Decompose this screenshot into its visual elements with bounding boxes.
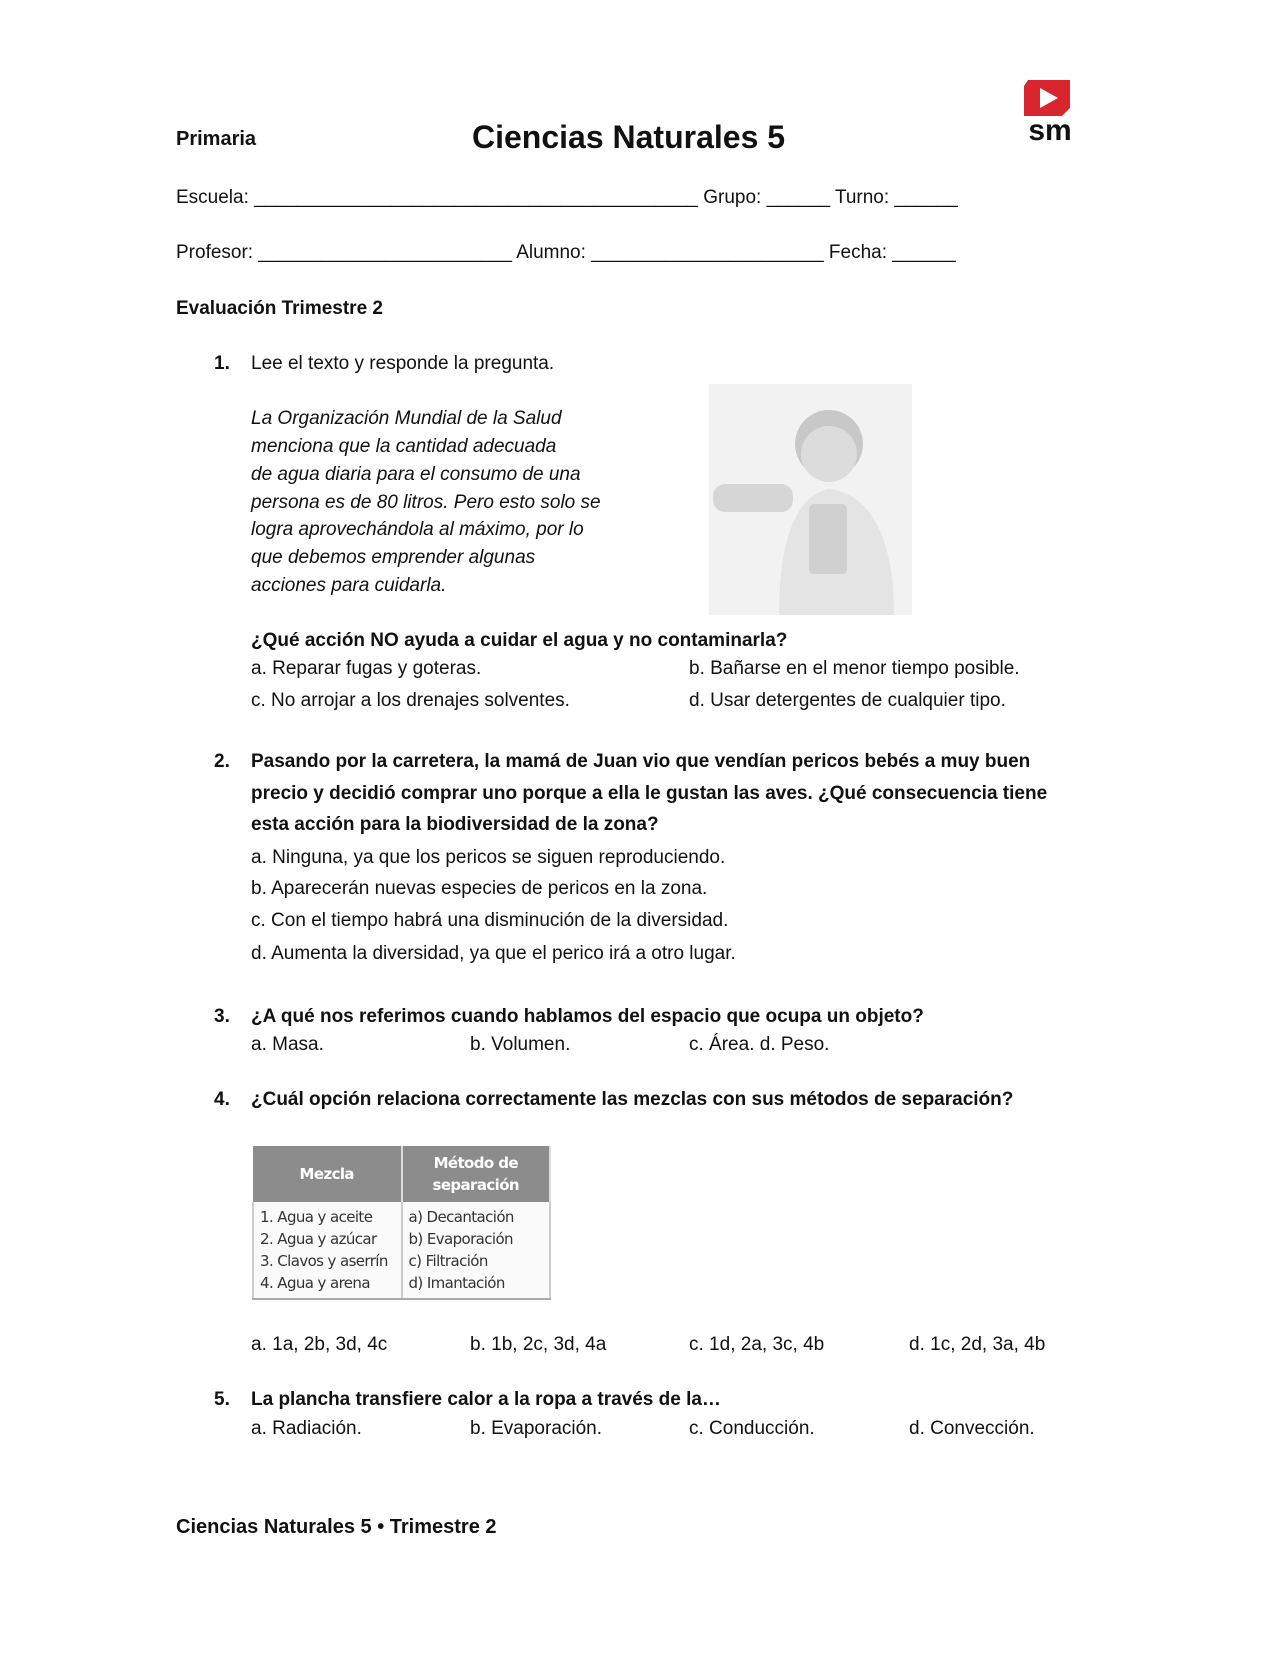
q1-option-c[interactable]: c. No arrojar a los drenajes solventes. <box>251 690 570 711</box>
q4-option-b[interactable]: b. 1b, 2c, 3d, 4a <box>470 1334 607 1355</box>
q2-option-a[interactable]: a. Ninguna, ya que los pericos se siguen reproduciendo. <box>251 847 726 868</box>
q5-option-d[interactable]: d. Convección. <box>909 1418 1035 1439</box>
header-metodo: Método de separación <box>402 1146 551 1202</box>
metodo-item: c) Filtración <box>408 1252 488 1270</box>
mezcla-item: 3. Clavos y aserrín <box>260 1252 388 1270</box>
q4-prompt: ¿Cuál opción relaciona correctamente las mezclas con sus métodos de separación? <box>251 1089 1014 1110</box>
metodo-item: d) Imantación <box>408 1274 505 1292</box>
page-footer: Ciencias Naturales 5 • Trimestre 2 <box>176 1516 497 1538</box>
mezclas-cell <box>253 1202 402 1299</box>
passage-line: de agua diaria para el consumo de una <box>251 464 581 485</box>
q4-option-d[interactable]: d. 1c, 2d, 3a, 4b <box>909 1334 1046 1355</box>
level-label: Primaria <box>176 128 257 150</box>
q4-option-a[interactable]: a. 1a, 2b, 3d, 4c <box>251 1334 388 1355</box>
q4-number: 4. <box>214 1089 230 1110</box>
mezcla-item: 1. Agua y aceite <box>260 1208 373 1226</box>
q2-option-b[interactable]: b. Aparecerán nuevas especies de pericos en la zona. <box>251 878 708 899</box>
q1-option-b[interactable]: b. Bañarse en el menor tiempo posible. <box>689 658 1020 679</box>
svg-text:sm: sm <box>1028 114 1072 144</box>
mezcla-item: 2. Agua y azúcar <box>260 1230 377 1248</box>
mixtures-table <box>252 1146 551 1300</box>
q1-question: ¿Qué acción NO ayuda a cuidar el agua y no contaminarla? <box>251 630 788 651</box>
q4-option-c[interactable]: c. 1d, 2a, 3c, 4b <box>689 1334 825 1355</box>
q5-option-a[interactable]: a. Radiación. <box>251 1418 362 1439</box>
q1-option-d[interactable]: d. Usar detergentes de cualquier tipo. <box>689 690 1006 711</box>
passage-line: que debemos emprender algunas <box>251 547 536 568</box>
q5-number: 5. <box>214 1389 230 1410</box>
q3-prompt: ¿A qué nos referimos cuando hablamos del espacio que ocupa un objeto? <box>251 1006 924 1027</box>
q5-option-b[interactable]: b. Evaporación. <box>470 1418 603 1439</box>
q2-prompt-line: precio y decidió comprar uno porque a ella le gustan las aves. ¿Qué consecuencia tiene <box>251 783 1048 804</box>
mezcla-item: 4. Agua y arena <box>260 1274 370 1292</box>
sm-logo <box>1020 78 1080 144</box>
metodos-cell <box>402 1202 551 1299</box>
q2-option-c[interactable]: c. Con el tiempo habrá una disminución de la diversidad. <box>251 910 729 931</box>
profesor-alumno-fecha-fields[interactable]: Profesor: ________________________ Alumno: ______________________ Fecha: ______ <box>176 242 956 263</box>
q3-option-b[interactable]: b. Volumen. <box>470 1034 571 1055</box>
q1-option-a[interactable]: a. Reparar fugas y goteras. <box>251 658 482 679</box>
header-mezcla: Mezcla <box>253 1146 402 1202</box>
metodo-item: b) Evaporación <box>408 1230 513 1248</box>
escuela-grupo-turno-fields[interactable]: Escuela: __________________________________________ Grupo: ______ Turno: ______ <box>176 187 958 208</box>
child-pouring-water-photo <box>709 384 912 615</box>
q2-prompt-line: esta acción para la biodiversidad de la zona? <box>251 814 659 835</box>
q3-option-c-d[interactable]: c. Área. d. Peso. <box>689 1034 830 1055</box>
q5-option-c[interactable]: c. Conducción. <box>689 1418 815 1439</box>
q1-prompt: Lee el texto y responde la pregunta. <box>251 353 555 374</box>
q3-option-a[interactable]: a. Masa. <box>251 1034 324 1055</box>
passage-line: La Organización Mundial de la Salud <box>251 408 562 429</box>
section-title: Evaluación Trimestre 2 <box>176 298 383 319</box>
q3-number: 3. <box>214 1006 230 1027</box>
passage-line: acciones para cuidarla. <box>251 575 447 596</box>
q1-number: 1. <box>214 353 230 374</box>
q5-prompt: La plancha transfiere calor a la ropa a través de la… <box>251 1389 721 1410</box>
page-title: Ciencias Naturales 5 <box>472 119 786 155</box>
metodo-item: a) Decantación <box>408 1208 514 1226</box>
q2-prompt-line: Pasando por la carretera, la mamá de Juan vio que vendían pericos bebés a muy buen <box>251 751 1031 772</box>
q2-option-d[interactable]: d. Aumenta la diversidad, ya que el perico irá a otro lugar. <box>251 943 736 964</box>
passage-line: logra aprovechándola al máximo, por lo <box>251 519 584 540</box>
passage-line: persona es de 80 litros. Pero esto solo se <box>251 492 601 513</box>
passage-line: menciona que la cantidad adecuada <box>251 436 557 457</box>
q2-number: 2. <box>214 751 230 772</box>
